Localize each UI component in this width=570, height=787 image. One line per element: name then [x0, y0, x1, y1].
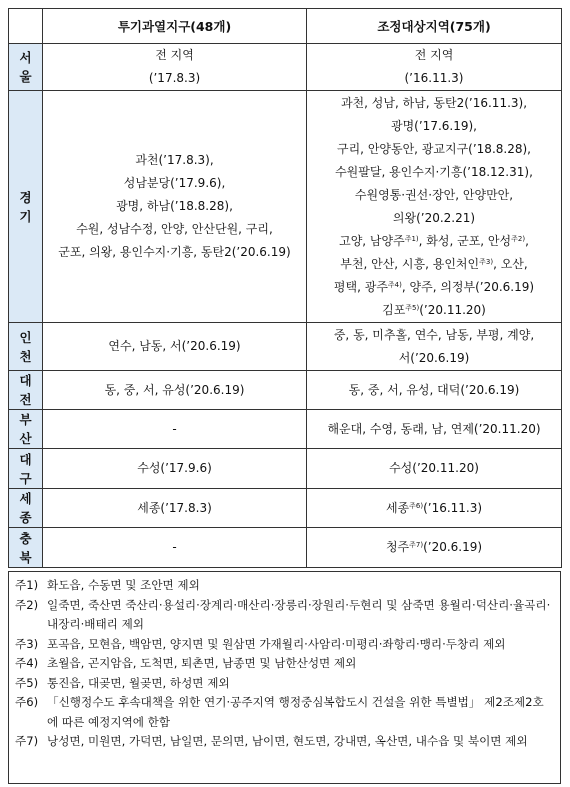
footnote-marker: 주5) — [405, 303, 420, 312]
cell-line: 수원팔달, 용인수지·기흥(’18.12.31), — [335, 164, 533, 179]
region-label: 대구 — [19, 451, 32, 486]
cell-line: 연수, 남동, 서(’20.6.19) — [108, 339, 241, 353]
cell-line: 전 지역 — [414, 48, 454, 62]
cell-line: (’16.11.3) — [404, 71, 464, 85]
footnote-text: 일죽면, 죽산면 죽산리·용설리·장계리·매산리·장릉리·장원리·두현리 및 삼죽면 용월리·덕산리·율곡리·내장리·배태리 제외 — [47, 597, 551, 631]
footnote-text: 「신행정수도 후속대책을 위한 연기·공주지역 행정중심복합도시 건설을 위한 특별법」 제2조제2호에 따른 예정지역에 한함 — [47, 695, 544, 729]
footnote-text: 낭성면, 미원면, 가덕면, 남일면, 문의면, 남이면, 현도면, 강내면, 옥산면, 내수읍 및 북이면 제외 — [47, 734, 528, 748]
footnote-text: 초월읍, 곤지암읍, 도척면, 퇴촌면, 남종면 및 남한산성면 제외 — [47, 656, 357, 670]
speculative-zone-cell — [43, 528, 307, 568]
region-label: 대전 — [19, 373, 32, 407]
cell-line: 중, 동, 미추홀, 연수, 남동, 부평, 계양, — [333, 327, 535, 342]
adjustment-zone-cell — [307, 410, 562, 449]
speculative-zone-cell — [43, 371, 307, 410]
region-cell — [9, 449, 43, 489]
cell-line: 서(’20.6.19) — [398, 350, 470, 365]
table-row-daejeon — [9, 371, 562, 410]
region-cell — [9, 91, 43, 323]
footnote-marker: 주1) — [404, 234, 419, 243]
footnote-item — [15, 674, 552, 694]
adjustment-zone-cell — [307, 44, 562, 91]
speculative-zone-cell — [43, 449, 307, 489]
cell-line: 광명, 하남(’18.8.28), — [116, 199, 233, 213]
cell-line: - — [172, 421, 177, 436]
adjustment-zone-cell — [307, 449, 562, 489]
footnote-marker: 주2) — [511, 234, 526, 243]
footnote-label: 주3) — [15, 636, 39, 651]
region-cell — [9, 410, 43, 449]
table-row-chungbuk — [9, 528, 562, 568]
table-row-incheon — [9, 323, 562, 371]
footnote-item — [15, 693, 552, 732]
region-label: 세종 — [19, 491, 32, 525]
adjustment-zone-cell — [307, 371, 562, 410]
footnote-item — [15, 576, 552, 596]
cell-line: 과천(’17.8.3), — [135, 153, 214, 167]
region-cell — [9, 323, 43, 371]
region-label: 경기 — [19, 189, 32, 224]
cell-line: 의왕(’20.2.21) — [392, 210, 476, 225]
table-row-daegu — [9, 449, 562, 489]
region-label: 충북 — [19, 530, 32, 565]
footnote-label: 주2) — [15, 597, 39, 612]
cell-line: 수원영통·권선·장안, 안양만안, — [354, 187, 514, 202]
table-row-gyeonggi — [9, 91, 562, 323]
footnote-marker: 주7) — [409, 541, 424, 549]
adjustment-zone-cell — [307, 489, 562, 528]
footnotes-box — [8, 571, 561, 784]
speculative-zone-cell — [43, 44, 307, 91]
cell-line: 김포$^{주5)}$(’20.11.20) — [382, 302, 486, 317]
footnote-marker: 주3) — [479, 257, 494, 266]
cell-line: 전 지역 — [155, 48, 194, 62]
footnote-label: 주4) — [15, 656, 39, 670]
footnote-text: 통진읍, 대곶면, 월곶면, 하성면 제외 — [47, 675, 230, 690]
cell-line: 부천, 안산, 시흥, 용인처인$^{주3)}$, 오산, — [340, 256, 528, 271]
region-label: 서울 — [19, 50, 32, 84]
footnote-marker: 주6) — [409, 501, 424, 510]
region-cell — [9, 489, 43, 528]
speculative-zone-cell — [43, 91, 307, 323]
header-speculative-zone: 투기과열지구(48개) — [43, 9, 307, 44]
footnote-label: 주7) — [15, 734, 39, 748]
region-cell — [9, 371, 43, 410]
cell-line: 해운대, 수영, 동래, 남, 연제(’20.11.20) — [327, 421, 541, 436]
footnote-text: 포곡읍, 모현읍, 백암면, 양지면 및 원삼면 가재월리·사암리·미평리·좌항리·맹리·두창리 제외 — [47, 636, 506, 651]
cell-line: 세종(’17.8.3) — [137, 500, 212, 515]
adjustment-zone-cell — [307, 91, 562, 323]
cell-line: 동, 중, 서, 유성(’20.6.19) — [104, 382, 245, 397]
region-label: 인천 — [19, 329, 32, 364]
footnote-item — [15, 732, 552, 752]
cell-line: 고양, 남양주$^{주1)}$, 화성, 군포, 안성$^{주2)}$, — [339, 233, 529, 248]
table-row-sejong — [9, 489, 562, 528]
cell-line: (’17.8.3) — [148, 71, 201, 85]
speculative-zone-cell — [43, 323, 307, 371]
header-corner-cell — [9, 9, 43, 44]
region-cell — [9, 528, 43, 568]
cell-line: 구리, 안양동안, 광교지구(’18.8.28), — [337, 141, 531, 156]
footnote-item — [15, 635, 552, 655]
cell-line: 평택, 광주$^{주4)}$, 양주, 의정부(’20.6.19) — [333, 279, 535, 294]
speculative-zone-cell — [43, 410, 307, 449]
cell-line: 군포, 의왕, 용인수지·기흥, 동탄2(’20.6.19) — [58, 245, 291, 259]
cell-line: 세종$^{주6)}$(’16.11.3) — [385, 500, 483, 515]
table-row-busan — [9, 410, 562, 449]
cell-line: 성남분당(’17.9.6), — [123, 176, 226, 190]
cell-line: 동, 중, 서, 유성, 대덕(’20.6.19) — [348, 382, 520, 397]
cell-line: 과천, 성남, 하남, 동탄2(’16.11.3), — [340, 95, 528, 110]
footnote-label: 주1) — [15, 578, 39, 592]
footnote-label: 주5) — [15, 675, 39, 690]
table-header-row — [9, 9, 562, 44]
footnote-marker: 주4) — [387, 280, 402, 289]
footnote-label: 주6) — [15, 695, 39, 709]
cell-line: - — [172, 540, 177, 554]
adjustment-zone-cell — [307, 528, 562, 568]
cell-line: 수성(’17.9.6) — [137, 461, 212, 475]
adjustment-zone-cell — [307, 323, 562, 371]
regulation-table — [8, 8, 562, 568]
footnote-item — [15, 654, 552, 674]
cell-line: 광명(’17.6.19), — [391, 118, 477, 133]
footnote-text: 화도읍, 수동면 및 조안면 제외 — [47, 578, 200, 592]
table-row-seoul — [9, 44, 562, 91]
cell-line: 청주$^{주7)}$(’20.6.19) — [385, 540, 483, 554]
speculative-zone-cell — [43, 489, 307, 528]
header-adjustment-zone: 조정대상지역(75개) — [307, 9, 562, 44]
cell-line: 수원, 성남수정, 안양, 안산단원, 구리, — [76, 222, 273, 236]
region-label: 부산 — [19, 412, 32, 446]
footnote-item — [15, 596, 552, 635]
region-cell — [9, 44, 43, 91]
cell-line: 수성(’20.11.20) — [389, 461, 479, 475]
